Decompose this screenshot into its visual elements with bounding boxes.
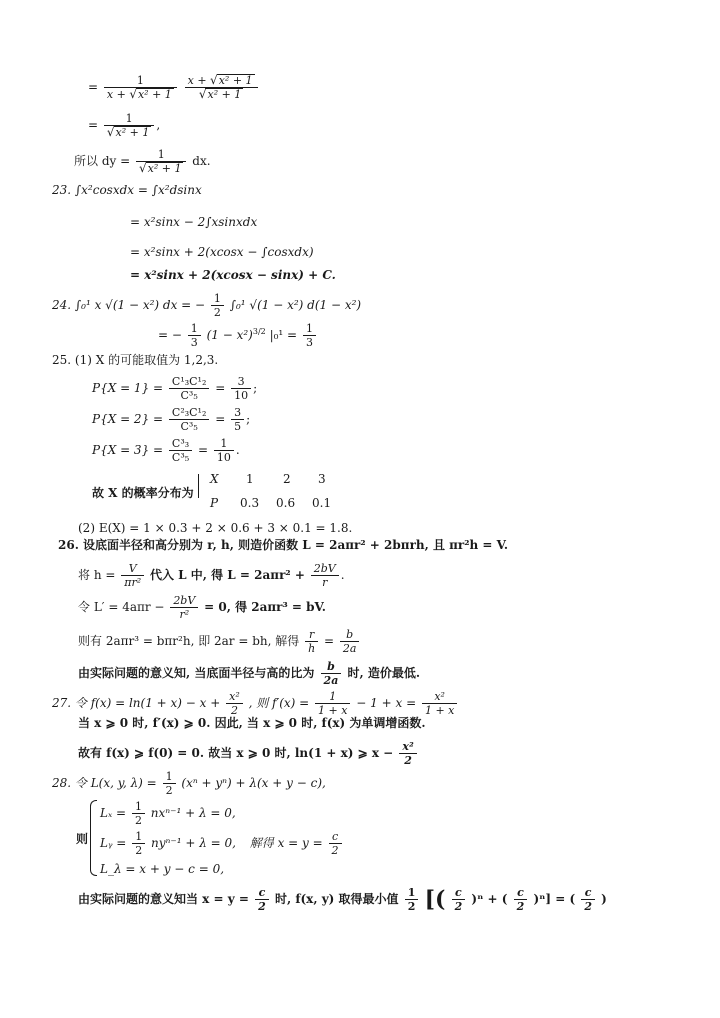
numerator: 1 xyxy=(220,437,228,450)
text: = xyxy=(215,381,226,395)
denominator: 2 xyxy=(132,813,145,827)
fraction xyxy=(136,148,186,175)
numerator: 1 xyxy=(329,690,337,703)
fraction xyxy=(163,770,176,797)
dist-row2-cell: 0.1 xyxy=(312,496,332,510)
problem-26-line-5 xyxy=(78,660,420,687)
denominator: 2 xyxy=(514,899,528,913)
numerator: 1 xyxy=(213,292,221,305)
distribution-label: 故 X 的概率分布为 xyxy=(92,486,194,500)
denominator: 2 xyxy=(399,753,416,767)
problem-26-line-1: 26. 设底面半径和高分别为 r, h, 则造价函数 L = 2aπr² + 2bπrh, 且 πr²h = V. xyxy=(58,538,509,552)
fraction xyxy=(185,74,258,101)
text: )ⁿ] = ( xyxy=(533,892,576,906)
fraction xyxy=(452,886,466,913)
denominator: 2 xyxy=(255,899,269,913)
text: = xyxy=(215,412,226,426)
problem-23-line-1: 23. ∫x²cosxdx = ∫x²dsinx xyxy=(52,183,202,197)
fraction xyxy=(226,690,243,717)
fraction xyxy=(104,112,154,139)
text: 解得 x = y = xyxy=(249,836,323,850)
problem-26-line-2 xyxy=(78,562,345,589)
text: dx. xyxy=(192,154,211,168)
text: 时, 造价最低. xyxy=(347,666,421,680)
numerator: c xyxy=(517,886,524,899)
fraction xyxy=(405,886,419,913)
denominator: 5 xyxy=(231,419,244,433)
problem-27-line-2: 当 x ⩾ 0 时, f′(x) ⩾ 0. 因此, 当 x ⩾ 0 时, f(x) 为单调增函数. xyxy=(78,716,426,730)
fraction xyxy=(132,830,145,857)
numerator: 1 xyxy=(190,322,198,335)
punct: ; xyxy=(253,381,258,395)
fraction xyxy=(303,322,316,349)
fraction xyxy=(321,660,342,687)
system-label: 则 xyxy=(76,832,89,846)
denominator: √x² + 1 xyxy=(136,161,186,175)
problem-23-line-3: = x²sinx + 2(xcosx − ∫cosxdx) xyxy=(130,245,314,259)
radicand: x² + 1 xyxy=(147,162,182,175)
fraction xyxy=(255,886,269,913)
fraction xyxy=(311,562,339,589)
fraction xyxy=(340,628,360,655)
numerator: x² xyxy=(402,740,414,753)
radicand: x² + 1 xyxy=(207,88,242,101)
text: )ⁿ + ( xyxy=(471,892,508,906)
denominator: r² xyxy=(170,607,198,621)
numerator: C²₃C¹₂ xyxy=(171,406,207,419)
dist-row2-cell: 0.3 xyxy=(240,496,260,510)
text: P{X = 3} = xyxy=(92,443,164,457)
math-line-2 xyxy=(88,112,160,139)
text: 27. 令 f(x) = ln(1 + x) − x + xyxy=(52,696,221,710)
problem-27-line-1 xyxy=(52,690,459,717)
numerator: 3 xyxy=(234,406,242,419)
fraction xyxy=(121,562,144,589)
denominator: πr² xyxy=(121,575,144,589)
text: 由实际问题的意义知当 x = y = xyxy=(78,892,249,906)
fraction xyxy=(315,690,350,717)
denominator: 2a xyxy=(321,673,342,687)
numerator: 3 xyxy=(237,375,245,388)
text: − 1 + x = xyxy=(356,696,417,710)
system-eq-3: L_λ = x + y − c = 0, xyxy=(100,862,225,876)
denominator: C³₅ xyxy=(169,388,209,402)
term: x + xyxy=(187,74,207,87)
fraction xyxy=(581,886,595,913)
numerator: C¹₃C¹₂ xyxy=(171,375,207,388)
fraction xyxy=(399,740,416,767)
math-line-3 xyxy=(74,148,211,175)
fraction xyxy=(169,437,192,464)
system-eq-1 xyxy=(100,800,236,827)
text: 令 L′ = 4aπr − xyxy=(78,600,165,614)
denominator: x + √x² + 1 xyxy=(104,87,177,101)
radicand: x² + 1 xyxy=(218,74,253,87)
numerator: 1 xyxy=(407,886,416,899)
problem-23-line-2: = x²sinx − 2∫xsinxdx xyxy=(130,215,258,229)
text: |₀¹ = xyxy=(269,328,298,342)
denominator: C³₅ xyxy=(169,419,209,433)
denominator: 2 xyxy=(226,703,243,717)
text: 时, f(x, y) 取得最小值 xyxy=(274,892,399,906)
denominator: 1 + x xyxy=(422,703,457,717)
numerator: r xyxy=(309,628,315,641)
math-line-1 xyxy=(88,74,260,101)
numerator: x² xyxy=(229,690,240,703)
term: x + xyxy=(106,88,126,101)
problem-23-line-4: = x²sinx + 2(xcosx − sinx) + C. xyxy=(130,268,336,282)
numerator: x² xyxy=(434,690,445,703)
problem-28-line-1 xyxy=(52,770,326,797)
distribution-table-divider xyxy=(198,474,199,498)
numerator: 2bV xyxy=(173,594,196,607)
dist-row1-cell: 2 xyxy=(283,472,291,486)
numerator: 1 xyxy=(157,148,165,161)
text: 由实际问题的意义知, 当底面半径与高的比为 xyxy=(78,666,315,680)
system-brace xyxy=(90,800,97,876)
text: Lᵧ = xyxy=(100,836,127,850)
dist-row2-cell: 0.6 xyxy=(276,496,296,510)
denominator: r xyxy=(311,575,339,589)
text: 代入 L 中, 得 L = 2aπr² + xyxy=(149,568,305,582)
text: 24. ∫₀¹ x √(1 − x²) dx = − xyxy=(52,298,206,312)
denominator: √x² + 1 xyxy=(104,125,154,139)
problem-25-p1 xyxy=(92,375,257,402)
text: 28. 令 L(x, y, λ) = xyxy=(52,776,157,790)
radicand: x² + 1 xyxy=(115,126,150,139)
text: = 0, 得 2aπr³ = bV. xyxy=(204,600,326,614)
denominator: 10 xyxy=(231,388,251,402)
fraction xyxy=(231,375,251,402)
problem-25-p3 xyxy=(92,437,240,464)
text: 所以 dy = xyxy=(74,154,131,168)
denominator: 2 xyxy=(581,899,595,913)
text: P{X = 2} = xyxy=(92,412,164,426)
text: (1 − x²) xyxy=(206,328,253,342)
denominator: 10 xyxy=(214,450,234,464)
bracket: [( xyxy=(424,886,446,913)
numerator: b xyxy=(346,628,354,641)
numerator: 1 xyxy=(136,74,144,87)
numerator: V xyxy=(128,562,137,575)
denominator: 2 xyxy=(405,899,419,913)
text: = xyxy=(324,634,335,648)
numerator: 1 xyxy=(305,322,313,335)
numerator: C³₃ xyxy=(171,437,190,450)
denominator: 3 xyxy=(188,335,201,349)
fraction xyxy=(169,375,209,402)
numerator: 1 xyxy=(134,800,142,813)
eq-sign: = xyxy=(88,80,99,94)
punct: ; xyxy=(246,412,251,426)
denominator: 1 + x xyxy=(315,703,350,717)
numerator: c xyxy=(331,830,339,843)
numerator: 1 xyxy=(165,770,173,783)
problem-25-part2: (2) E(X) = 1 × 0.3 + 2 × 0.6 + 3 × 0.1 = 1.8. xyxy=(78,521,353,535)
text: = xyxy=(197,443,209,457)
denominator: 2 xyxy=(211,305,224,319)
denominator: 2 xyxy=(329,843,342,857)
text: nxⁿ⁻¹ + λ = 0, xyxy=(150,806,236,820)
problem-24-line-2 xyxy=(158,322,318,349)
problem-25-line-1: 25. (1) X 的可能取值为 1,2,3. xyxy=(52,353,219,367)
fraction xyxy=(104,74,177,101)
dist-row1-cell: 1 xyxy=(246,472,254,486)
punct: , xyxy=(156,118,161,132)
fraction xyxy=(422,690,457,717)
text: ∫₀¹ √(1 − x²) d(1 − x²) xyxy=(229,298,362,312)
problem-26-line-3 xyxy=(78,594,326,621)
denominator: √x² + 1 xyxy=(185,87,258,101)
denominator: 3 xyxy=(303,335,316,349)
text: nyⁿ⁻¹ + λ = 0, xyxy=(151,836,236,850)
text: P{X = 1} = xyxy=(92,381,164,395)
denominator: 2 xyxy=(452,899,466,913)
fraction xyxy=(514,886,528,913)
numerator: 1 xyxy=(135,830,143,843)
exponent: 3/2 xyxy=(252,327,266,336)
fraction xyxy=(231,406,244,433)
numerator: x + √x² + 1 xyxy=(187,73,253,87)
punct: . xyxy=(235,443,240,457)
problem-27-line-3 xyxy=(78,740,419,767)
fraction xyxy=(329,830,342,857)
text: = − xyxy=(158,328,182,342)
numerator: c xyxy=(455,886,462,899)
numerator: 1 xyxy=(125,112,133,125)
text: (xⁿ + yⁿ) + λ(x + y − c), xyxy=(181,776,326,790)
text: 将 h = xyxy=(78,568,116,582)
fraction xyxy=(188,322,201,349)
text: Lₓ = xyxy=(100,806,127,820)
denominator: h xyxy=(305,641,318,655)
denominator: 2 xyxy=(163,783,176,797)
fraction xyxy=(305,628,318,655)
problem-28-conclusion xyxy=(78,886,607,913)
problem-26-line-4 xyxy=(78,628,361,655)
text: , 则 f′(x) = xyxy=(248,696,310,710)
dist-row1-header: X xyxy=(210,472,219,486)
radicand: x² + 1 xyxy=(137,88,172,101)
eq-sign: = xyxy=(88,118,99,132)
fraction xyxy=(214,437,234,464)
fraction xyxy=(169,406,209,433)
numerator: c xyxy=(258,886,266,899)
denominator: 2 xyxy=(132,843,145,857)
system-eq-2 xyxy=(100,830,344,857)
problem-24-line-1 xyxy=(52,292,361,319)
dist-row2-header: P xyxy=(210,496,219,510)
text: 则有 2aπr³ = bπr²h, 即 2ar = bh, 解得 xyxy=(78,634,300,648)
punct: . xyxy=(340,568,345,582)
text: ) xyxy=(601,892,607,906)
fraction xyxy=(132,800,145,827)
fraction xyxy=(211,292,224,319)
numerator: 2bV xyxy=(313,562,336,575)
numerator: c xyxy=(584,886,592,899)
numerator: b xyxy=(327,660,335,673)
denominator: 2a xyxy=(340,641,360,655)
denominator: C³₅ xyxy=(169,450,192,464)
problem-25-p2 xyxy=(92,406,250,433)
text: 故有 f(x) ⩾ f(0) = 0. 故当 x ⩾ 0 时, ln(1 + x) ⩾ x − xyxy=(78,746,394,760)
fraction xyxy=(170,594,198,621)
dist-row1-cell: 3 xyxy=(318,472,326,486)
